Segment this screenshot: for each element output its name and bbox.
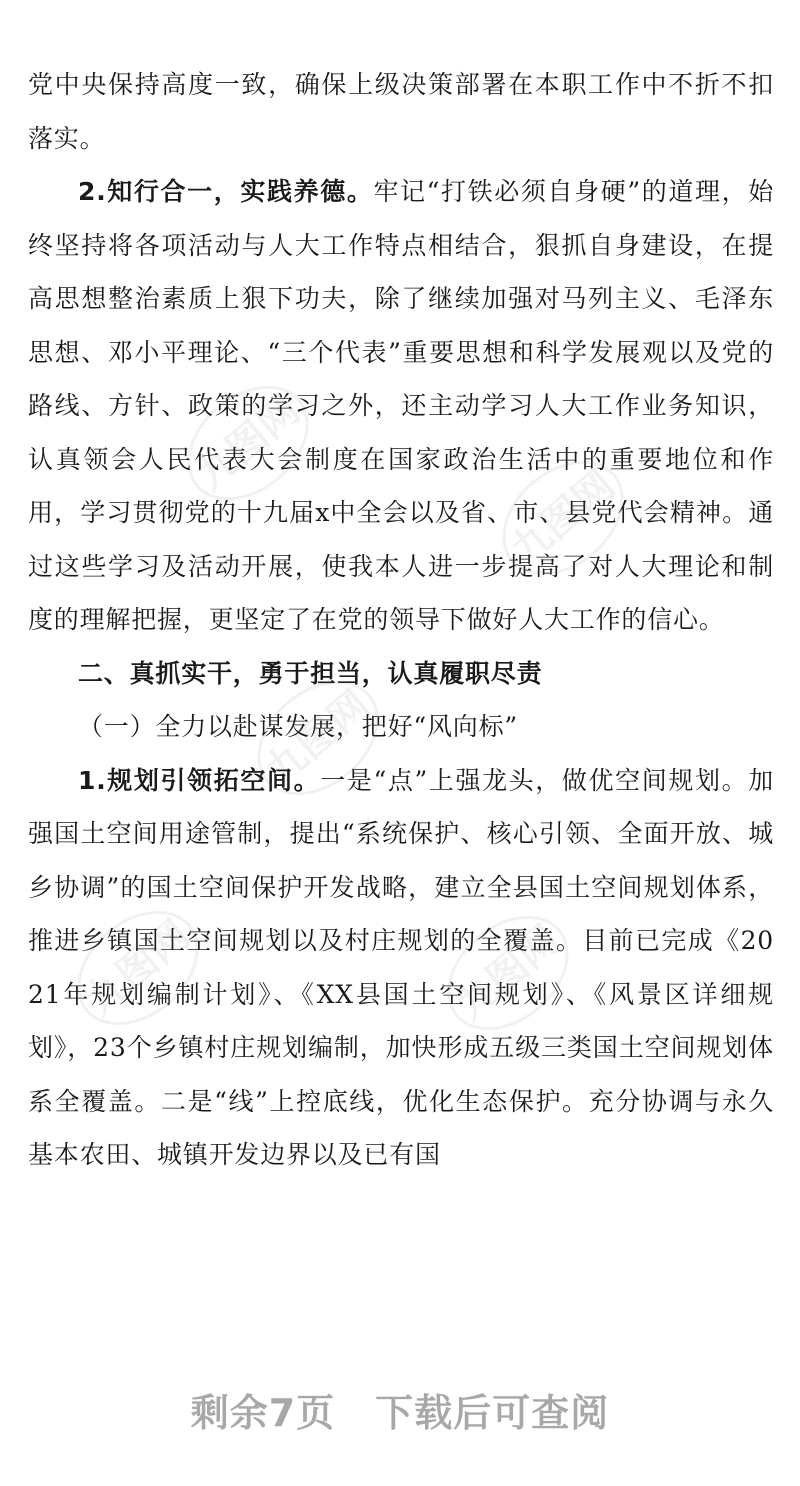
subsection-heading: （一）全力以赴谋发展，把好“风向标” [78, 712, 518, 741]
watermark-logo: 九图网 [165, 363, 331, 524]
section-heading: 二、真抓实干，勇于担当，认真履职尽责 [78, 658, 543, 688]
paragraph-text: 一是“点”上强龙头，做优空间规划。加强国土空间用途管制，提出“系统保护、核心引领、全面开放、城乡协调”的国土空间保护开发战略，建立全县国土空间规划体系，推进乡镇国土空间规划以及村庄规划的全覆盖。目前已完成《2021年规划编制计划》、《XX县国土空间规划》、《风景区详细规划》，23个乡镇村庄规划编制，加快形成五级三类国土空间规划体系全覆盖。二是“线”上控底线，优化生态保护。充分协调与永久基本农田、城镇开发边界以及已有国 [28, 765, 774, 1169]
paragraph-continuation: 党中央保持高度一致，确保上级决策部署在本职工作中不折不扣落实。 [28, 70, 774, 153]
download-prompt[interactable] [0, 1382, 800, 1437]
watermark-logo: 九图网 [425, 893, 591, 1054]
download-to-view-label: 下载后可查阅 [375, 1391, 610, 1435]
watermark-logo: 九图网 [55, 888, 221, 1049]
document-body [28, 58, 774, 1182]
paragraph-knowledge-practice [28, 165, 774, 647]
remaining-pages-label: 剩余7页 [190, 1391, 336, 1435]
watermark-logo: 九图网 [235, 658, 401, 819]
paragraph-text: 牢记“打铁必须自身硬”的道理，始终坚持将各项活动与人大工作特点相结合，狠抓自身建设，在提高思想整治素质上狠下功夫，除了继续加强对马列主义、毛泽东思想、邓小平理论、“三个代表”重要思想和科学发展观以及党的路线、方针、政策的学习之外，还主动学习人大工作业务知识，认真领会人民代表大会制度在国家政治生活中的重要地位和作用，学习贯彻党的十九届x中全会以及省、市、县党代会精神。通过这些学习及活动开展，使我本人进一步提高了对人大理论和制度的理解把握，更坚定了在党的领导下做好人大工作的信心。 [28, 177, 774, 634]
paragraph-lead: 1.规划引领拓空间。 [78, 765, 321, 795]
paragraph-planning [28, 754, 774, 1182]
watermark-logo: 九图网 [480, 438, 646, 599]
paragraph-lead: 2.知行合一，实践养德。 [78, 177, 374, 206]
